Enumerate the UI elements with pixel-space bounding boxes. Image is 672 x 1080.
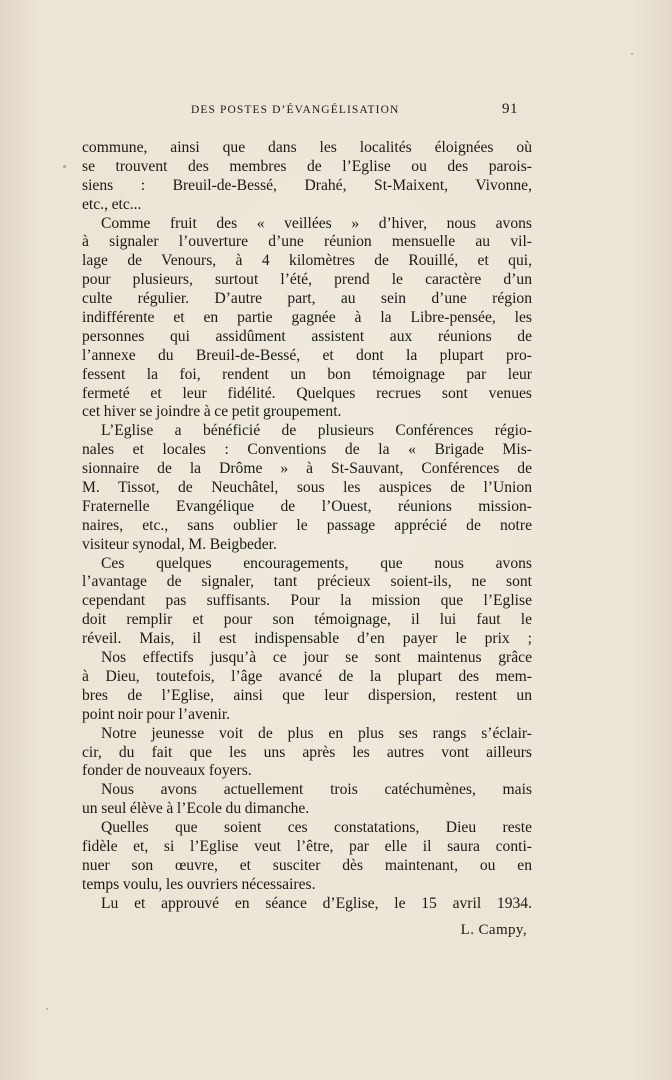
text-line: visiteur synodal, M. Beigbeder. bbox=[82, 535, 277, 553]
text-line: Nos effectifs jusqu’à ce jour se sont maintenus grâce bbox=[101, 649, 532, 667]
text-line: temps voulu, les ouvriers nécessaires. bbox=[82, 875, 316, 893]
text-line: Ces quelques encouragements, que nous avons bbox=[101, 554, 532, 572]
text-line: à Dieu, toutefois, l’âge avancé de la plupart des mem- bbox=[82, 667, 532, 685]
text-line: un seul élève à l’Ecole du dimanche. bbox=[82, 800, 310, 818]
text-line: culte régulier. D’autre part, au sein d’une région bbox=[82, 290, 532, 308]
text-line: à signaler l’ouverture d’une réunion mensuelle au vil- bbox=[82, 233, 532, 251]
text-line: bres de l’Eglise, ainsi que leur dispersion, restent un bbox=[82, 686, 532, 704]
text-line: réveil. Mais, il est indispensable d’en payer le prix ; bbox=[82, 630, 532, 648]
text-line: nuer son œuvre, et susciter dès maintenant, ou en bbox=[82, 856, 532, 874]
text-line: Lu et approuvé en séance d’Eglise, le 15 avril 1934. bbox=[101, 894, 532, 912]
text-line: sionnaire de la Drôme » à St-Sauvant, Conférences de bbox=[82, 460, 532, 478]
paper-speck bbox=[46, 1008, 48, 1010]
text-line: fidèle et, si l’Eglise veut l’être, par elle il saura conti- bbox=[82, 837, 532, 855]
text-line: point noir pour l’avenir. bbox=[82, 705, 231, 723]
text-line: fonder de nouveaux foyers. bbox=[82, 762, 252, 780]
text-line: Quelles que soient ces constatations, Dieu reste bbox=[101, 819, 532, 837]
text-line: doit remplir et pour son témoignage, il lui faut le bbox=[82, 611, 532, 629]
text-line: cependant pas suffisants. Pour la mission que l’Eglise bbox=[82, 592, 532, 610]
text-line: pour plusieurs, surtout l’été, prend le caractère d’un bbox=[82, 271, 532, 289]
text-line: lage de Venours, à 4 kilomètres de Rouillé, et qui, bbox=[82, 252, 532, 270]
text-line: cet hiver se joindre à ce petit groupement. bbox=[82, 403, 342, 421]
text-line: M. Tissot, de Neuchâtel, sous les auspices de l’Union bbox=[82, 479, 532, 497]
text-line: cir, du fait que les uns après les autres vont ailleurs bbox=[82, 743, 532, 761]
text-line: l’avantage de signaler, tant précieux soient-ils, ne sont bbox=[82, 573, 532, 591]
text-line: fessent la foi, rendent un bon témoignage par leur bbox=[82, 365, 532, 383]
paper-speck bbox=[63, 165, 66, 168]
text-line: Fraternelle Evangélique de l’Ouest, réunions mission- bbox=[82, 497, 532, 515]
signature: L. Campy, bbox=[460, 922, 527, 938]
text-line: commune, ainsi que dans les localités éloignées où bbox=[82, 139, 532, 156]
paper-speck bbox=[631, 53, 633, 55]
text-line: etc., etc... bbox=[82, 195, 142, 213]
text-line: L’Eglise a bénéficié de plusieurs Conférences régio- bbox=[101, 422, 532, 440]
text-line: l’annexe du Breuil-de-Bessé, et dont la plupart pro- bbox=[82, 346, 532, 364]
text-line: naires, etc., sans oublier le passage apprécié de notre bbox=[82, 516, 532, 534]
text-line: Nous avons actuellement trois catéchumènes, mais bbox=[101, 781, 532, 799]
text-line: se trouvent des membres de l’Eglise ou des parois- bbox=[82, 157, 532, 175]
text-line: nales et locales : Conventions de la « Brigade Mis- bbox=[82, 441, 532, 459]
text-line: Notre jeunesse voit de plus en plus ses rangs s’éclair- bbox=[101, 724, 532, 742]
text-line: fermeté et leur fidélité. Quelques recrues sont venues bbox=[82, 384, 532, 402]
text-line: siens : Breuil-de-Bessé, Drahé, St-Maixent, Vivonne, bbox=[82, 176, 532, 194]
page-header bbox=[191, 101, 531, 123]
page-number: 91 bbox=[502, 101, 518, 117]
text-line: Comme fruit des « veillées » d’hiver, nous avons bbox=[101, 214, 532, 232]
running-title: DES POSTES D’ÉVANGÉLISATION bbox=[191, 104, 400, 116]
text-line: personnes qui assidûment assistent aux réunions de bbox=[82, 327, 532, 345]
body-text bbox=[82, 139, 532, 914]
text-line: indifférente et en partie gagnée à la Libre-pensée, les bbox=[82, 309, 532, 327]
